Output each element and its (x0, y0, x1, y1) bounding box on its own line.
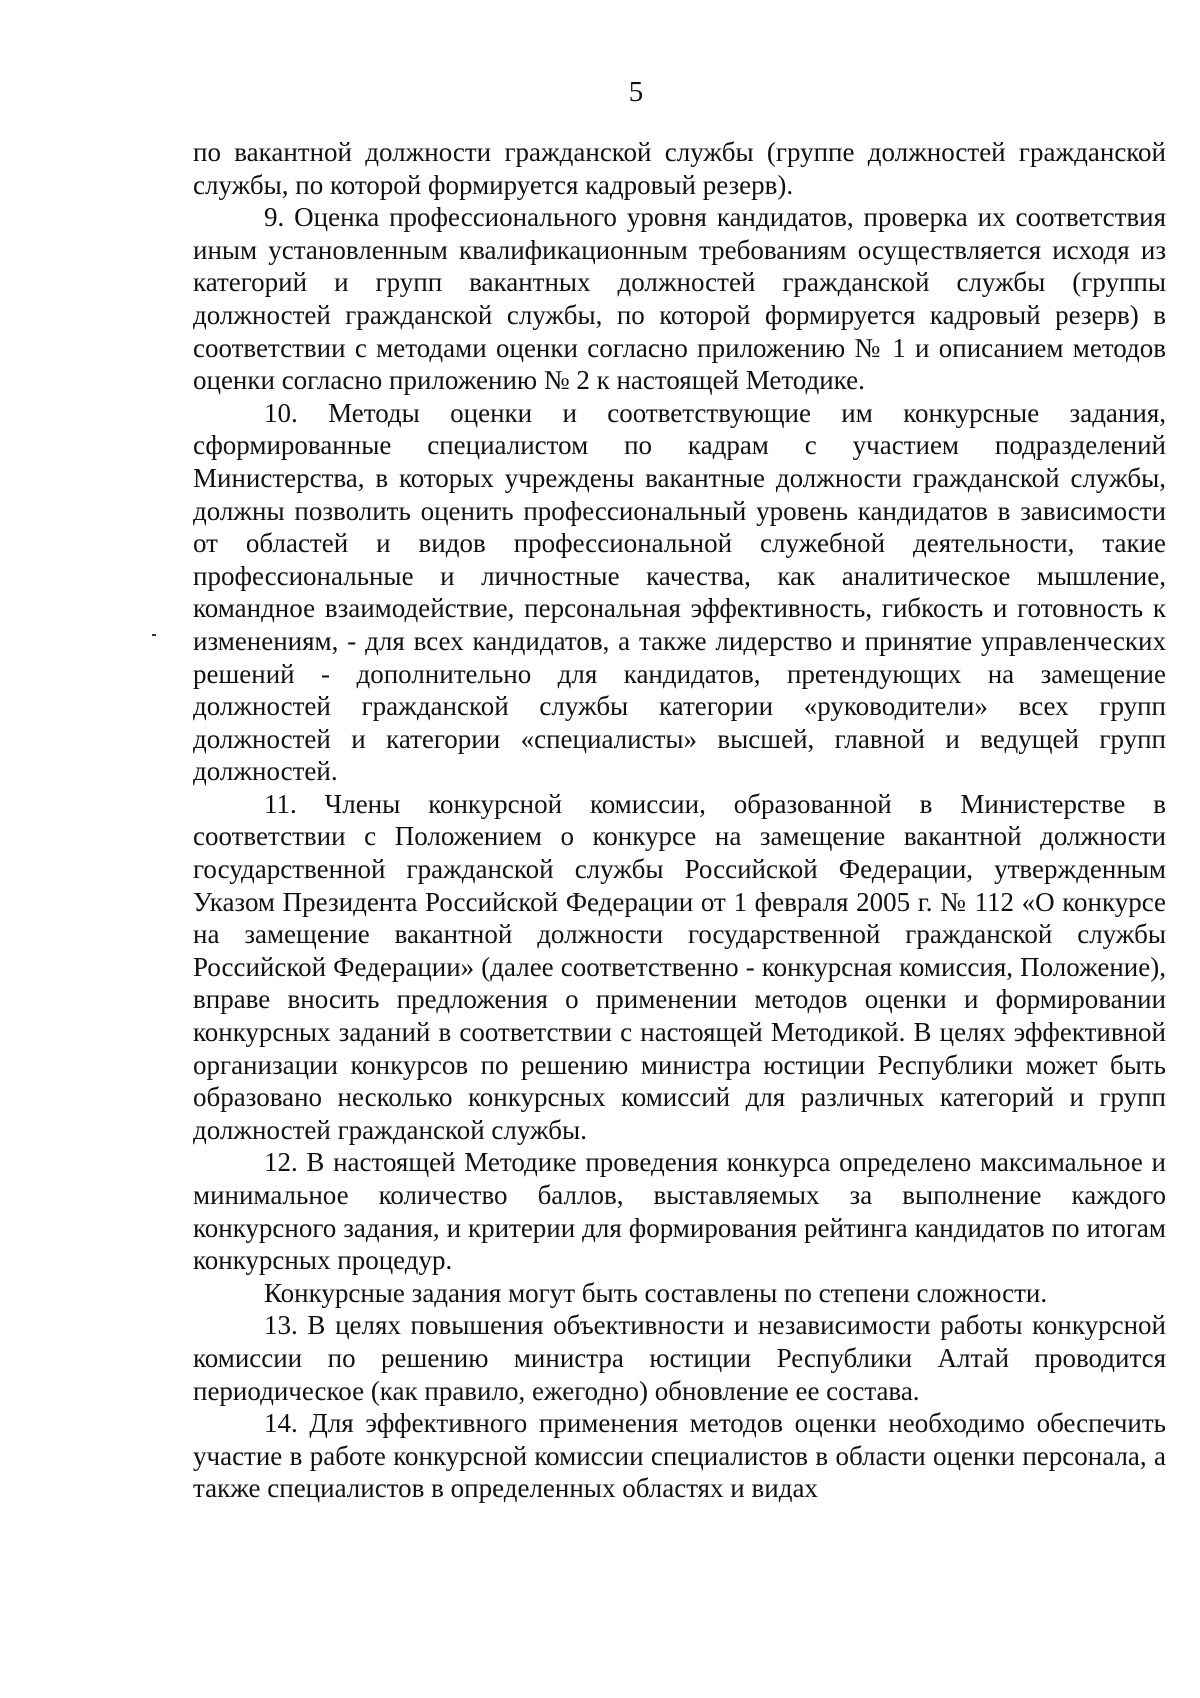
paragraph-continuation: по вакантной должности гражданской службы (группе должностей гражданской службы, по которой формируется кадровый резерв). (193, 137, 1166, 200)
paragraph-item-11: 11. Члены конкурсной комиссии, образованной в Министерстве в соответствии с Положением о конкурсе на замещение вакантной должности государственной гражданской службы Российской Федерации, утвержденным Указом Президента Российской Федерации от 1 февраля 2005 г. № 112 «О конкурсе на замещение вакантной должности государственной гражданской службы Российской Федерации» (далее соответственно - конкурсная комиссия, Положение), вправе вносить предложения о применении методов оценки и формировании конкурсных заданий в соответствии с настоящей Методикой. В целях эффективной организации конкурсов по решению министра юстиции Республики может быть образовано несколько конкурсных комиссий для различных категорий и групп должностей гражданской службы. (193, 788, 1166, 1145)
paragraph-item-12: 12. В настоящей Методике проведения конкурса определено максимальное и минимальное количество баллов, выставляемых за выполнение каждого конкурсного задания, и критерии для формирования рейтинга кандидатов по итогам конкурсных процедур. (193, 1147, 1166, 1276)
document-body (193, 136, 1166, 1505)
page-number: 5 (628, 76, 644, 108)
paragraph-item-9: 9. Оценка профессионального уровня кандидатов, проверка их соответствия иным установленным квалификационным требованиям осуществляется исходя из категорий и групп вакантных должностей гражданской службы (группы должностей гражданской службы, по которой формируется кадровый резерв) в соответствии с методами оценки согласно приложению № 1 и описанием методов оценки согласно приложению № 2 к настоящей Методике. (193, 202, 1166, 396)
paragraph-item-10: 10. Методы оценки и соответствующие им конкурсные задания, сформированные специалистом по кадрам с участием подразделений Министерства, в которых учреждены вакантные должности гражданской службы, должны позволить оценить профессиональный уровень кандидатов в зависимости от областей и видов профессиональной служебной деятельности, такие профессиональные и личностные качества, как аналитическое мышление, командное взаимодействие, персональная эффективность, гибкость и готовность к изменениям, - для всех кандидатов, а также лидерство и принятие управленческих решений - дополнительно для кандидатов, претендующих на замещение должностей гражданской службы категории «руководители» всех групп должностей и категории «специалисты» высшей, главной и ведущей групп должностей. (193, 397, 1166, 787)
paragraph-item-12-note: Конкурсные задания могут быть составлены по степени сложности. (264, 1277, 1048, 1308)
paragraph-item-14: 14. Для эффективного применения методов оценки необходимо обеспечить участие в работе конкурсной комиссии специалистов в области оценки персонала, а также специалистов в определенных областях и видах (193, 1408, 1166, 1504)
paragraph-item-13: 13. В целях повышения объективности и независимости работы конкурсной комиссии по решению министра юстиции Республики Алтай проводится периодическое (как правило, ежегодно) обновление ее состава. (193, 1310, 1166, 1406)
scan-mark (152, 634, 156, 636)
